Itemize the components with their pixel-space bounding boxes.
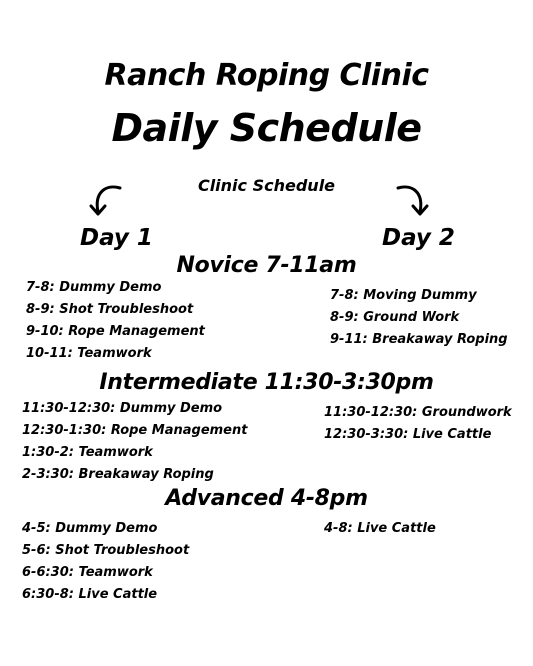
title-line-1: Ranch Roping Clinic <box>104 58 429 93</box>
novice-day-2-list <box>330 285 508 351</box>
curved-arrow-left-icon <box>84 182 126 220</box>
list-item: 11:30-12:30: Groundwork <box>324 405 512 420</box>
list-item: 11:30-12:30: Dummy Demo <box>22 401 223 416</box>
list-item: 4-5: Dummy Demo <box>22 521 158 536</box>
list-item: 12:30-1:30: Rope Management <box>22 423 248 438</box>
list-item: 7-8: Moving Dummy <box>330 288 477 303</box>
day-2-label: Day 2 <box>382 225 455 251</box>
intermediate-day-2-list <box>324 402 512 446</box>
list-item: 9-11: Breakaway Roping <box>330 332 508 347</box>
list-item: 8-9: Ground Work <box>330 310 460 325</box>
section-heading-advanced: Advanced 4-8pm <box>165 486 368 511</box>
list-item: 7-8: Dummy Demo <box>26 280 162 295</box>
list-item: 6:30-8: Live Cattle <box>22 587 158 602</box>
list-item: 4-8: Live Cattle <box>324 521 436 536</box>
curved-arrow-right-icon <box>392 182 434 220</box>
title-line-2: Daily Schedule <box>111 106 422 150</box>
list-item: 12:30-3:30: Live Cattle <box>324 427 492 442</box>
list-item: 10-11: Teamwork <box>26 346 152 361</box>
list-item: 5-6: Shot Troubleshoot <box>22 543 190 558</box>
subtitle: Clinic Schedule <box>197 176 336 195</box>
section-heading-novice: Novice 7-11am <box>176 253 357 278</box>
list-item: 2-3:30: Breakaway Roping <box>22 467 214 482</box>
list-item: 9-10: Rope Management <box>26 324 205 339</box>
section-heading-intermediate: Intermediate 11:30-3:30pm <box>99 370 434 395</box>
advanced-day-2-list <box>324 518 436 540</box>
list-item: 6-6:30: Teamwork <box>22 565 153 580</box>
list-item: 8-9: Shot Troubleshoot <box>26 302 194 317</box>
novice-day-1-list <box>26 277 205 365</box>
intermediate-day-1-list <box>22 398 247 486</box>
day-1-label: Day 1 <box>80 225 153 251</box>
list-item: 1:30-2: Teamwork <box>22 445 153 460</box>
advanced-day-1-list <box>22 518 189 606</box>
